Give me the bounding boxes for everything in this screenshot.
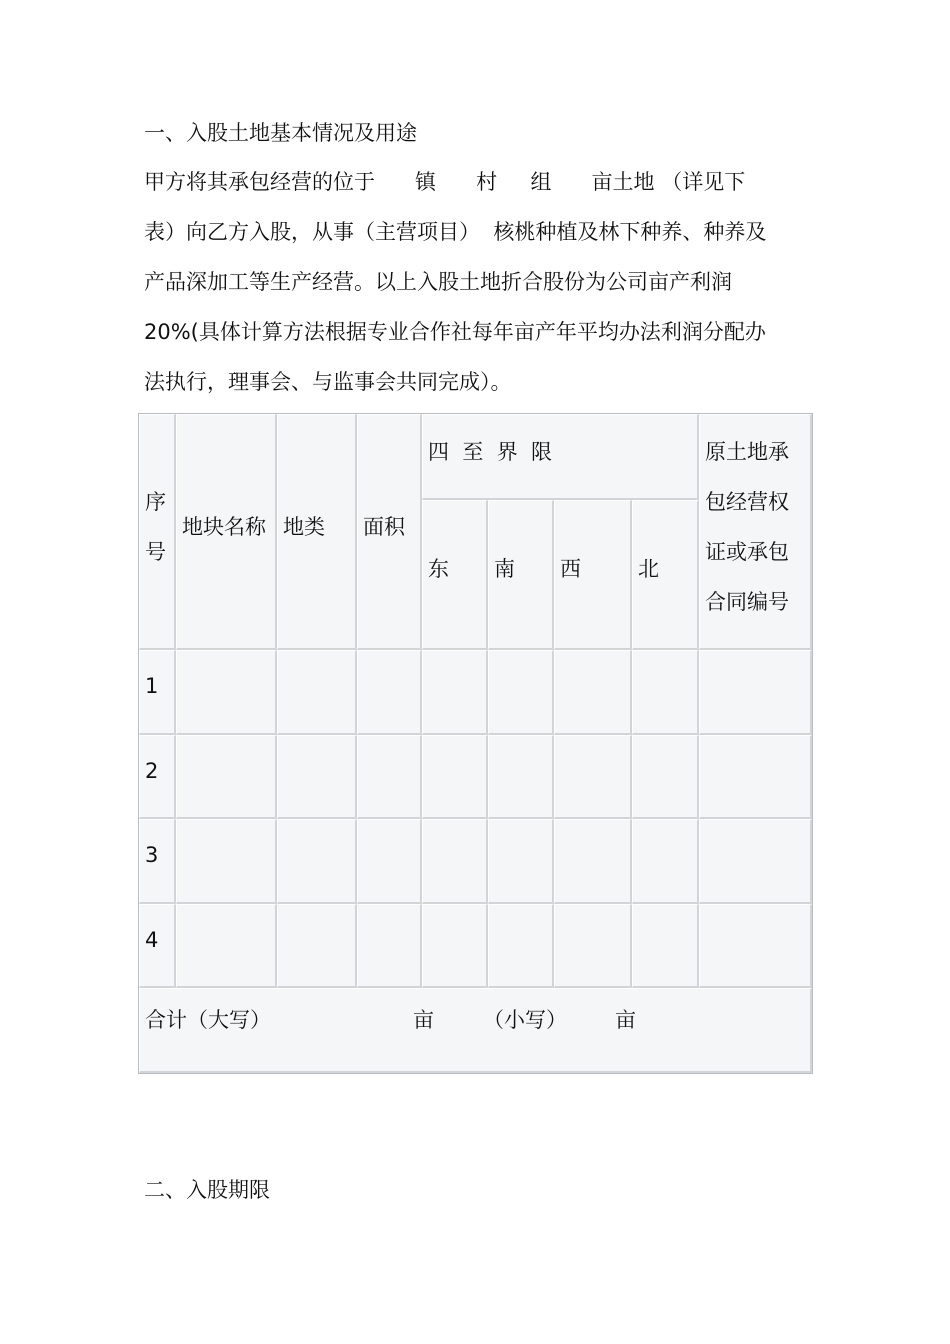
- header-land-type: [277, 414, 357, 650]
- header-boundary-label: 四 至 界 限: [428, 440, 553, 464]
- header-contract-line2: 包经营权: [705, 490, 789, 514]
- cell-north: [632, 735, 699, 820]
- cell-area: [357, 819, 422, 904]
- cell-plot-name: [176, 735, 277, 820]
- header-plot-name: [176, 414, 277, 650]
- total-unit-big: 亩: [413, 1008, 434, 1032]
- header-contract-line3: 证或承包: [705, 540, 789, 564]
- cell-contract-number: [699, 735, 812, 820]
- cell-area: [357, 735, 422, 820]
- cell-seq: [139, 904, 176, 989]
- row-number: 2: [145, 758, 159, 783]
- paragraph-line: 产品深加工等生产经营。以上入股土地折合股份为公司亩产利润: [144, 270, 732, 294]
- section1-paragraph: [144, 157, 816, 407]
- cell-land-type: [277, 735, 357, 820]
- cell-contract-number: [699, 650, 812, 735]
- header-east-label: 东: [428, 557, 449, 581]
- cell-south: [488, 650, 554, 735]
- total-label: 合计（大写）: [145, 1008, 271, 1032]
- cell-north: [632, 819, 699, 904]
- header-west-label: 西: [560, 557, 581, 581]
- paragraph-line: 法执行，理事会、与监事会共同完成）。: [144, 370, 512, 394]
- header-seq-line2: 号: [145, 540, 166, 564]
- cell-contract-number: [699, 819, 812, 904]
- header-land-type-label: 地类: [283, 515, 325, 539]
- header-contract-line4: 合同编号: [705, 590, 789, 614]
- paragraph-line: 甲方将其承包经营的位于 镇 村 组 亩土地 （详见下: [144, 170, 746, 194]
- cell-west: [554, 904, 632, 989]
- cell-area: [357, 650, 422, 735]
- cell-seq: [139, 650, 176, 735]
- cell-south: [488, 735, 554, 820]
- cell-west: [554, 819, 632, 904]
- cell-land-type: [277, 650, 357, 735]
- total-unit-small: 亩: [615, 1008, 636, 1032]
- row-number: 1: [145, 674, 159, 698]
- total-small-label: （小写）: [483, 1008, 567, 1032]
- cell-north: [632, 904, 699, 989]
- row-number: 3: [145, 843, 159, 867]
- cell-seq: [139, 735, 176, 820]
- paragraph-line: 20%(具体计算方法根据专业合作社每年亩产年平均办法利润分配办: [144, 320, 766, 344]
- cell-east: [422, 650, 488, 735]
- header-north-label: 北: [638, 557, 659, 581]
- cell-area: [357, 904, 422, 989]
- header-east: [422, 500, 488, 650]
- paragraph-line: 表）向乙方入股，从事（主营项目） 核桃种植及林下种养、种养及: [144, 220, 767, 244]
- header-boundary: [422, 414, 699, 500]
- cell-west: [554, 735, 632, 820]
- cell-plot-name: [176, 904, 277, 989]
- header-seq: [139, 414, 176, 650]
- header-area: [357, 414, 422, 650]
- cell-east: [422, 819, 488, 904]
- cell-east: [422, 904, 488, 989]
- header-north: [632, 500, 699, 650]
- cell-seq: [139, 819, 176, 904]
- header-west: [554, 500, 632, 650]
- cell-south: [488, 904, 554, 989]
- cell-north: [632, 650, 699, 735]
- total-row: [139, 988, 812, 1073]
- header-seq-line1: 序: [145, 490, 166, 514]
- header-contract-number: [699, 414, 812, 650]
- cell-land-type: [277, 819, 357, 904]
- section2-title: 二、入股期限: [144, 1178, 270, 1202]
- cell-plot-name: [176, 819, 277, 904]
- header-south-label: 南: [494, 557, 515, 581]
- header-area-label: 面积: [363, 515, 405, 539]
- cell-plot-name: [176, 650, 277, 735]
- cell-east: [422, 735, 488, 820]
- header-contract-line1: 原土地承: [705, 440, 789, 464]
- header-south: [488, 500, 554, 650]
- cell-contract-number: [699, 904, 812, 989]
- cell-south: [488, 819, 554, 904]
- cell-west: [554, 650, 632, 735]
- row-number: 4: [145, 927, 159, 952]
- cell-land-type: [277, 904, 357, 989]
- section1-title: 一、入股土地基本情况及用途: [144, 121, 417, 145]
- land-table: [138, 413, 813, 1074]
- header-plot-name-label: 地块名称: [182, 515, 266, 539]
